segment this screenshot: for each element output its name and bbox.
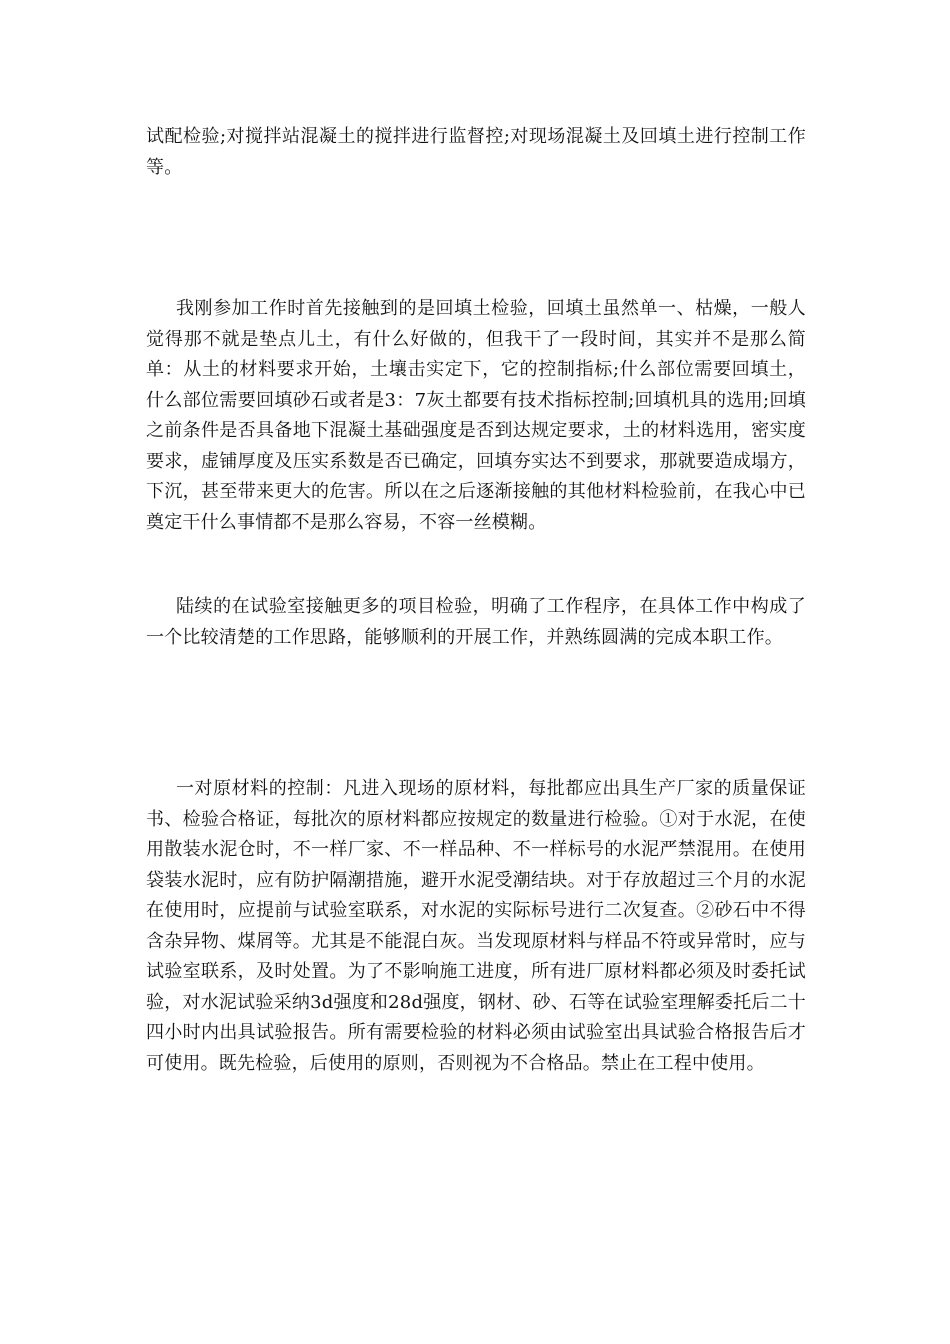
paragraph-continuation: 试配检验;对搅拌站混凝土的搅拌进行监督控;对现场混凝土及回填土进行控制工作等。	[146, 126, 806, 178]
paragraph-lab-work: 陆续的在试验室接触更多的项目检验，明确了工作程序，在具体工作中构成了一个比较清楚的工作思路，能够顺利的开展工作，并熟练圆满的完成本职工作。	[146, 596, 806, 648]
paragraph-raw-material-control: 一对原材料的控制：凡进入现场的原材料，每批都应出具生产厂家的质量保证书、检验合格证，每批次的原材料都应按规定的数量进行检验。①对于水泥，在使用散装水泥仓时，不一样厂家、不一样品种、不一样标号的水泥严禁混用。在使用袋装水泥时，应有防护隔潮措施，避开水泥受潮结块。对于存放超过三个月的水泥在使用时，应提前与试验室联系，对水泥的实际标号进行二次复查。②砂石中不得含杂异物、煤屑等。尤其是不能混白灰。当发现原材料与样品不符或异常时，应与试验室联系，及时处置。为了不影响施工进度，所有进厂原材料都必须及时委托试验，对水泥试验采纳3d强度和28d强度，钢材、砂、石等在试验室理解委托后二十四小时内出具试验报告。所有需要检验的材料必须由试验室出具试验合格报告后才可使用。既先检验，后使用的原则，否则视为不合格品。禁止在工程中使用。	[146, 778, 806, 1074]
paragraph-backfill-inspection: 我刚参加工作时首先接触到的是回填土检验，回填土虽然单一、枯燥，一般人觉得那不就是垫点儿土，有什么好做的，但我干了一段时间，其实并不是那么简单：从土的材料要求开始，土壤击实定下，它的控制指标;什么部位需要回填土，什么部位需要回填砂石或者是3：7灰土都要有技术指标控制;回填机具的选用;回填之前条件是否具备地下混凝土基础强度是否到达规定要求，土的材料选用，密实度要求，虚铺厚度及压实系数是否已确定，回填夯实达不到要求，那就要造成塌方，下沉，甚至带来更大的危害。所以在之后逐渐接触的其他材料检验前，在我心中已奠定干什么事情都不是那么容易，不容一丝模糊。	[146, 298, 806, 533]
